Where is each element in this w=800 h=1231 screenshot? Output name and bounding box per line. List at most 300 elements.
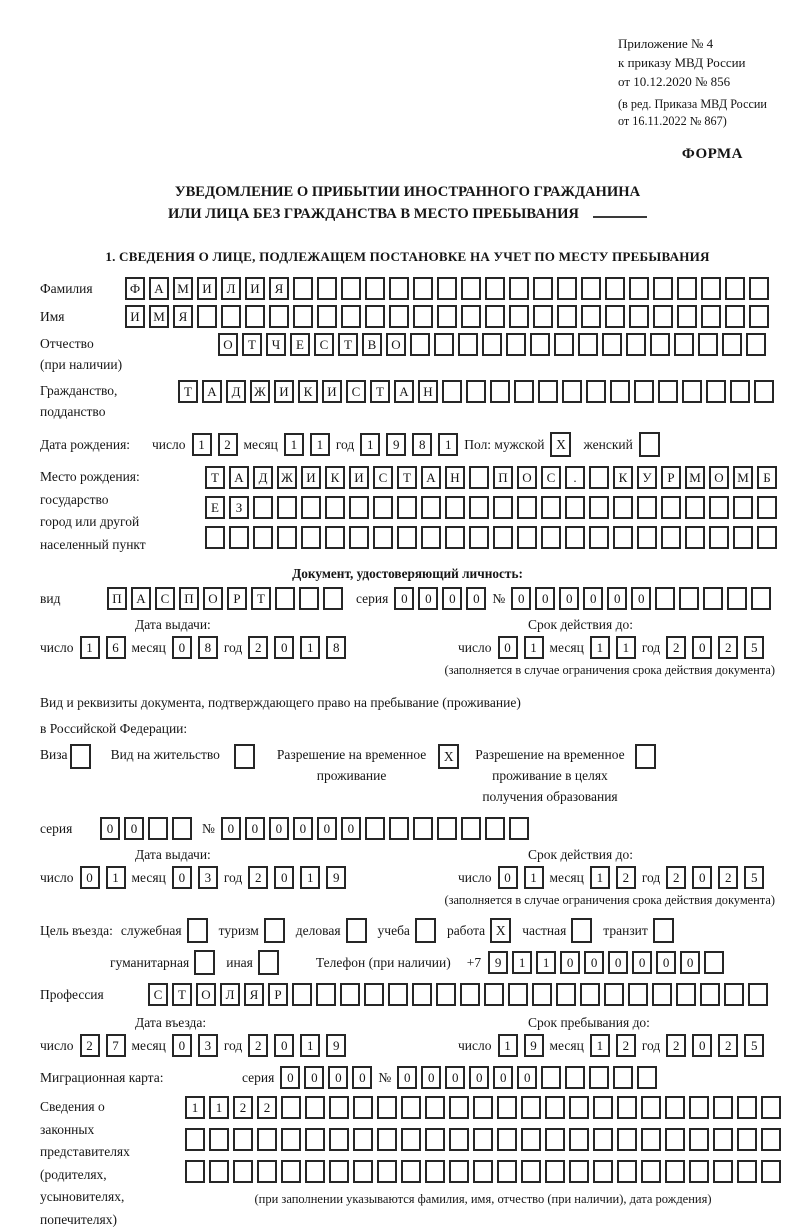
char-cell[interactable]: Н [418, 380, 438, 403]
temp-residence-education-checkbox[interactable] [635, 744, 656, 769]
char-cell[interactable] [317, 277, 337, 300]
char-cell[interactable] [377, 1160, 397, 1183]
char-cell[interactable] [589, 466, 609, 489]
char-cell[interactable]: И [197, 277, 217, 300]
char-cell[interactable]: 1 [192, 433, 212, 456]
char-cell[interactable] [485, 305, 505, 328]
char-cell[interactable]: 1 [209, 1096, 229, 1119]
char-cell[interactable] [301, 526, 321, 549]
char-cell[interactable] [305, 1160, 325, 1183]
char-cell[interactable]: К [325, 466, 345, 489]
char-cell[interactable]: 0 [559, 587, 579, 610]
char-cell[interactable]: 8 [326, 636, 346, 659]
char-cell[interactable]: И [301, 466, 321, 489]
char-cell[interactable] [509, 817, 529, 840]
char-cell[interactable]: 3 [198, 1034, 218, 1057]
char-cell[interactable] [722, 333, 742, 356]
char-cell[interactable]: 0 [583, 587, 603, 610]
char-cell[interactable] [709, 496, 729, 519]
char-cell[interactable]: М [685, 466, 705, 489]
char-cell[interactable]: 0 [328, 1066, 348, 1089]
char-cell[interactable] [349, 496, 369, 519]
char-cell[interactable]: 5 [744, 866, 764, 889]
char-cell[interactable] [685, 496, 705, 519]
char-cell[interactable] [593, 1160, 613, 1183]
char-cell[interactable]: 1 [310, 433, 330, 456]
char-cell[interactable] [629, 305, 649, 328]
char-cell[interactable]: 0 [692, 866, 712, 889]
char-cell[interactable]: Т [242, 333, 262, 356]
char-cell[interactable] [641, 1160, 661, 1183]
char-cell[interactable] [700, 983, 720, 1006]
char-cell[interactable] [748, 983, 768, 1006]
char-cell[interactable] [413, 817, 433, 840]
char-cell[interactable]: 3 [198, 866, 218, 889]
char-cell[interactable] [275, 587, 295, 610]
char-cell[interactable] [401, 1096, 421, 1119]
char-cell[interactable] [653, 305, 673, 328]
char-cell[interactable]: 0 [692, 1034, 712, 1057]
char-cell[interactable] [293, 277, 313, 300]
char-cell[interactable] [329, 1160, 349, 1183]
char-cell[interactable]: 1 [360, 433, 380, 456]
char-cell[interactable]: 1 [300, 866, 320, 889]
char-cell[interactable] [293, 305, 313, 328]
char-cell[interactable]: Т [178, 380, 198, 403]
char-cell[interactable]: Е [205, 496, 225, 519]
char-cell[interactable] [628, 983, 648, 1006]
char-cell[interactable] [389, 277, 409, 300]
char-cell[interactable] [245, 305, 265, 328]
char-cell[interactable]: Н [445, 466, 465, 489]
char-cell[interactable] [677, 277, 697, 300]
char-cell[interactable] [466, 380, 486, 403]
char-cell[interactable] [593, 1128, 613, 1151]
char-cell[interactable] [704, 951, 724, 974]
char-cell[interactable] [557, 305, 577, 328]
char-cell[interactable] [445, 526, 465, 549]
char-cell[interactable]: И [245, 277, 265, 300]
visa-checkbox[interactable] [70, 744, 91, 769]
char-cell[interactable]: 0 [317, 817, 337, 840]
char-cell[interactable]: С [346, 380, 366, 403]
char-cell[interactable]: 0 [172, 1034, 192, 1057]
char-cell[interactable] [698, 333, 718, 356]
char-cell[interactable] [589, 526, 609, 549]
char-cell[interactable]: 0 [304, 1066, 324, 1089]
char-cell[interactable]: 2 [218, 433, 238, 456]
char-cell[interactable] [613, 526, 633, 549]
char-cell[interactable] [665, 1160, 685, 1183]
char-cell[interactable] [533, 277, 553, 300]
char-cell[interactable] [532, 983, 552, 1006]
char-cell[interactable] [445, 496, 465, 519]
char-cell[interactable] [709, 526, 729, 549]
temp-residence-checkbox[interactable]: X [438, 744, 459, 769]
char-cell[interactable]: 0 [124, 817, 144, 840]
sex-male-checkbox[interactable]: X [550, 432, 571, 457]
char-cell[interactable]: 2 [248, 866, 268, 889]
char-cell[interactable]: 0 [498, 866, 518, 889]
char-cell[interactable] [637, 496, 657, 519]
char-cell[interactable]: С [541, 466, 561, 489]
char-cell[interactable] [557, 277, 577, 300]
char-cell[interactable]: 1 [438, 433, 458, 456]
char-cell[interactable] [413, 305, 433, 328]
char-cell[interactable]: О [196, 983, 216, 1006]
char-cell[interactable] [473, 1096, 493, 1119]
char-cell[interactable] [413, 277, 433, 300]
char-cell[interactable] [733, 526, 753, 549]
char-cell[interactable] [437, 817, 457, 840]
char-cell[interactable]: 1 [300, 1034, 320, 1057]
char-cell[interactable] [569, 1160, 589, 1183]
char-cell[interactable] [751, 587, 771, 610]
char-cell[interactable]: 0 [535, 587, 555, 610]
char-cell[interactable] [727, 587, 747, 610]
purpose-option-checkbox[interactable] [653, 918, 674, 943]
char-cell[interactable]: Л [220, 983, 240, 1006]
char-cell[interactable] [613, 1066, 633, 1089]
char-cell[interactable]: 1 [498, 1034, 518, 1057]
char-cell[interactable] [538, 380, 558, 403]
char-cell[interactable]: К [298, 380, 318, 403]
char-cell[interactable] [341, 277, 361, 300]
char-cell[interactable]: 5 [744, 1034, 764, 1057]
char-cell[interactable]: 0 [442, 587, 462, 610]
char-cell[interactable]: 0 [560, 951, 580, 974]
char-cell[interactable]: С [155, 587, 175, 610]
char-cell[interactable] [655, 587, 675, 610]
char-cell[interactable] [205, 526, 225, 549]
char-cell[interactable] [425, 1096, 445, 1119]
char-cell[interactable] [521, 1160, 541, 1183]
char-cell[interactable] [305, 1128, 325, 1151]
char-cell[interactable] [449, 1096, 469, 1119]
char-cell[interactable] [605, 305, 625, 328]
char-cell[interactable]: О [218, 333, 238, 356]
char-cell[interactable] [533, 305, 553, 328]
char-cell[interactable]: 0 [493, 1066, 513, 1089]
char-cell[interactable] [373, 496, 393, 519]
char-cell[interactable] [626, 333, 646, 356]
char-cell[interactable] [281, 1128, 301, 1151]
char-cell[interactable] [541, 1066, 561, 1089]
char-cell[interactable] [401, 1128, 421, 1151]
char-cell[interactable] [634, 380, 654, 403]
char-cell[interactable]: Ч [266, 333, 286, 356]
char-cell[interactable] [713, 1160, 733, 1183]
char-cell[interactable] [689, 1160, 709, 1183]
char-cell[interactable] [325, 526, 345, 549]
char-cell[interactable]: 0 [221, 817, 241, 840]
char-cell[interactable] [281, 1160, 301, 1183]
char-cell[interactable] [713, 1096, 733, 1119]
char-cell[interactable] [449, 1160, 469, 1183]
char-cell[interactable] [410, 333, 430, 356]
char-cell[interactable]: 0 [274, 1034, 294, 1057]
char-cell[interactable] [506, 333, 526, 356]
char-cell[interactable] [425, 1160, 445, 1183]
char-cell[interactable]: М [173, 277, 193, 300]
char-cell[interactable] [482, 333, 502, 356]
char-cell[interactable]: 0 [656, 951, 676, 974]
char-cell[interactable]: 0 [418, 587, 438, 610]
char-cell[interactable] [530, 333, 550, 356]
char-cell[interactable] [401, 1160, 421, 1183]
char-cell[interactable]: Т [338, 333, 358, 356]
char-cell[interactable] [397, 496, 417, 519]
char-cell[interactable] [617, 1128, 637, 1151]
char-cell[interactable] [562, 380, 582, 403]
char-cell[interactable] [580, 983, 600, 1006]
char-cell[interactable] [233, 1128, 253, 1151]
char-cell[interactable]: 2 [80, 1034, 100, 1057]
char-cell[interactable]: 0 [274, 636, 294, 659]
char-cell[interactable] [301, 496, 321, 519]
char-cell[interactable] [554, 333, 574, 356]
char-cell[interactable] [461, 305, 481, 328]
char-cell[interactable] [757, 526, 777, 549]
purpose-option-checkbox[interactable]: X [490, 918, 511, 943]
char-cell[interactable]: 0 [680, 951, 700, 974]
char-cell[interactable]: П [179, 587, 199, 610]
char-cell[interactable] [754, 380, 774, 403]
char-cell[interactable] [650, 333, 670, 356]
char-cell[interactable] [737, 1128, 757, 1151]
purpose-option-checkbox[interactable] [194, 950, 215, 975]
char-cell[interactable]: 0 [469, 1066, 489, 1089]
char-cell[interactable]: 2 [257, 1096, 277, 1119]
sex-female-checkbox[interactable] [639, 432, 660, 457]
char-cell[interactable]: 0 [245, 817, 265, 840]
char-cell[interactable] [364, 983, 384, 1006]
char-cell[interactable] [389, 305, 409, 328]
char-cell[interactable] [541, 526, 561, 549]
char-cell[interactable]: Ж [277, 466, 297, 489]
char-cell[interactable]: 2 [666, 636, 686, 659]
char-cell[interactable]: 1 [590, 636, 610, 659]
char-cell[interactable] [490, 380, 510, 403]
char-cell[interactable] [185, 1128, 205, 1151]
char-cell[interactable] [641, 1128, 661, 1151]
char-cell[interactable] [602, 333, 622, 356]
char-cell[interactable] [617, 1096, 637, 1119]
char-cell[interactable] [397, 526, 417, 549]
char-cell[interactable]: З [229, 496, 249, 519]
char-cell[interactable]: Д [226, 380, 246, 403]
char-cell[interactable] [469, 466, 489, 489]
char-cell[interactable]: П [107, 587, 127, 610]
char-cell[interactable]: 2 [616, 866, 636, 889]
char-cell[interactable]: Ф [125, 277, 145, 300]
char-cell[interactable] [437, 277, 457, 300]
char-cell[interactable]: А [131, 587, 151, 610]
char-cell[interactable]: 1 [185, 1096, 205, 1119]
char-cell[interactable]: 1 [524, 636, 544, 659]
char-cell[interactable] [299, 587, 319, 610]
char-cell[interactable]: 1 [590, 1034, 610, 1057]
char-cell[interactable]: 1 [106, 866, 126, 889]
char-cell[interactable]: 7 [106, 1034, 126, 1057]
char-cell[interactable] [281, 1096, 301, 1119]
char-cell[interactable]: А [229, 466, 249, 489]
char-cell[interactable] [565, 1066, 585, 1089]
char-cell[interactable]: 0 [80, 866, 100, 889]
char-cell[interactable]: 0 [172, 866, 192, 889]
char-cell[interactable]: 0 [293, 817, 313, 840]
char-cell[interactable] [545, 1128, 565, 1151]
char-cell[interactable]: Т [172, 983, 192, 1006]
char-cell[interactable] [329, 1128, 349, 1151]
char-cell[interactable]: Р [661, 466, 681, 489]
char-cell[interactable] [593, 1096, 613, 1119]
char-cell[interactable] [485, 817, 505, 840]
purpose-option-checkbox[interactable] [264, 918, 285, 943]
purpose-option-checkbox[interactable] [346, 918, 367, 943]
char-cell[interactable] [412, 983, 432, 1006]
char-cell[interactable] [148, 817, 168, 840]
char-cell[interactable] [545, 1160, 565, 1183]
char-cell[interactable] [685, 526, 705, 549]
char-cell[interactable] [253, 526, 273, 549]
char-cell[interactable] [521, 1128, 541, 1151]
char-cell[interactable]: К [613, 466, 633, 489]
char-cell[interactable]: 0 [517, 1066, 537, 1089]
char-cell[interactable]: О [517, 466, 537, 489]
char-cell[interactable] [277, 526, 297, 549]
char-cell[interactable] [349, 526, 369, 549]
char-cell[interactable]: 0 [421, 1066, 441, 1089]
char-cell[interactable]: С [314, 333, 334, 356]
char-cell[interactable]: 0 [607, 587, 627, 610]
char-cell[interactable] [497, 1128, 517, 1151]
char-cell[interactable]: И [274, 380, 294, 403]
char-cell[interactable]: 1 [590, 866, 610, 889]
char-cell[interactable] [661, 526, 681, 549]
char-cell[interactable] [701, 277, 721, 300]
char-cell[interactable] [679, 587, 699, 610]
char-cell[interactable] [229, 526, 249, 549]
char-cell[interactable] [730, 380, 750, 403]
char-cell[interactable] [316, 983, 336, 1006]
char-cell[interactable] [269, 305, 289, 328]
purpose-option-checkbox[interactable] [187, 918, 208, 943]
char-cell[interactable]: 1 [524, 866, 544, 889]
char-cell[interactable] [689, 1128, 709, 1151]
char-cell[interactable] [761, 1096, 781, 1119]
char-cell[interactable] [665, 1128, 685, 1151]
char-cell[interactable] [661, 496, 681, 519]
char-cell[interactable]: 0 [280, 1066, 300, 1089]
char-cell[interactable]: 9 [524, 1034, 544, 1057]
char-cell[interactable]: Р [227, 587, 247, 610]
char-cell[interactable] [421, 496, 441, 519]
char-cell[interactable]: О [203, 587, 223, 610]
char-cell[interactable] [589, 496, 609, 519]
char-cell[interactable] [421, 526, 441, 549]
char-cell[interactable]: 9 [488, 951, 508, 974]
char-cell[interactable]: Т [205, 466, 225, 489]
char-cell[interactable]: 1 [616, 636, 636, 659]
char-cell[interactable]: 0 [632, 951, 652, 974]
char-cell[interactable]: Л [221, 277, 241, 300]
char-cell[interactable]: 0 [397, 1066, 417, 1089]
char-cell[interactable] [442, 380, 462, 403]
char-cell[interactable]: В [362, 333, 382, 356]
char-cell[interactable] [665, 1096, 685, 1119]
char-cell[interactable] [473, 1128, 493, 1151]
char-cell[interactable] [389, 817, 409, 840]
char-cell[interactable] [613, 496, 633, 519]
purpose-option-checkbox[interactable] [571, 918, 592, 943]
char-cell[interactable] [365, 305, 385, 328]
char-cell[interactable]: 1 [536, 951, 556, 974]
char-cell[interactable]: 0 [584, 951, 604, 974]
char-cell[interactable]: У [637, 466, 657, 489]
char-cell[interactable] [197, 305, 217, 328]
char-cell[interactable] [565, 496, 585, 519]
char-cell[interactable] [449, 1128, 469, 1151]
char-cell[interactable]: М [149, 305, 169, 328]
char-cell[interactable]: 0 [394, 587, 414, 610]
char-cell[interactable] [569, 1096, 589, 1119]
char-cell[interactable]: А [421, 466, 441, 489]
char-cell[interactable] [292, 983, 312, 1006]
char-cell[interactable] [746, 333, 766, 356]
char-cell[interactable] [653, 277, 673, 300]
char-cell[interactable]: 1 [300, 636, 320, 659]
purpose-option-checkbox[interactable] [258, 950, 279, 975]
char-cell[interactable] [581, 305, 601, 328]
char-cell[interactable]: 9 [386, 433, 406, 456]
char-cell[interactable] [617, 1160, 637, 1183]
char-cell[interactable]: О [709, 466, 729, 489]
char-cell[interactable]: 0 [172, 636, 192, 659]
char-cell[interactable] [365, 277, 385, 300]
char-cell[interactable] [652, 983, 672, 1006]
char-cell[interactable] [517, 496, 537, 519]
char-cell[interactable] [484, 983, 504, 1006]
char-cell[interactable] [388, 983, 408, 1006]
char-cell[interactable] [434, 333, 454, 356]
char-cell[interactable] [637, 526, 657, 549]
char-cell[interactable]: Я [244, 983, 264, 1006]
char-cell[interactable] [340, 983, 360, 1006]
char-cell[interactable] [458, 333, 478, 356]
char-cell[interactable]: 0 [352, 1066, 372, 1089]
char-cell[interactable] [353, 1096, 373, 1119]
char-cell[interactable] [185, 1160, 205, 1183]
char-cell[interactable]: 8 [412, 433, 432, 456]
char-cell[interactable]: 2 [718, 866, 738, 889]
char-cell[interactable] [497, 1096, 517, 1119]
char-cell[interactable] [565, 526, 585, 549]
char-cell[interactable] [485, 277, 505, 300]
char-cell[interactable]: А [394, 380, 414, 403]
char-cell[interactable]: 0 [511, 587, 531, 610]
char-cell[interactable] [677, 305, 697, 328]
char-cell[interactable] [377, 1128, 397, 1151]
char-cell[interactable] [373, 526, 393, 549]
char-cell[interactable] [749, 277, 769, 300]
char-cell[interactable] [701, 305, 721, 328]
char-cell[interactable]: 2 [666, 866, 686, 889]
char-cell[interactable]: 6 [106, 636, 126, 659]
char-cell[interactable] [317, 305, 337, 328]
purpose-option-checkbox[interactable] [415, 918, 436, 943]
char-cell[interactable]: 2 [616, 1034, 636, 1057]
